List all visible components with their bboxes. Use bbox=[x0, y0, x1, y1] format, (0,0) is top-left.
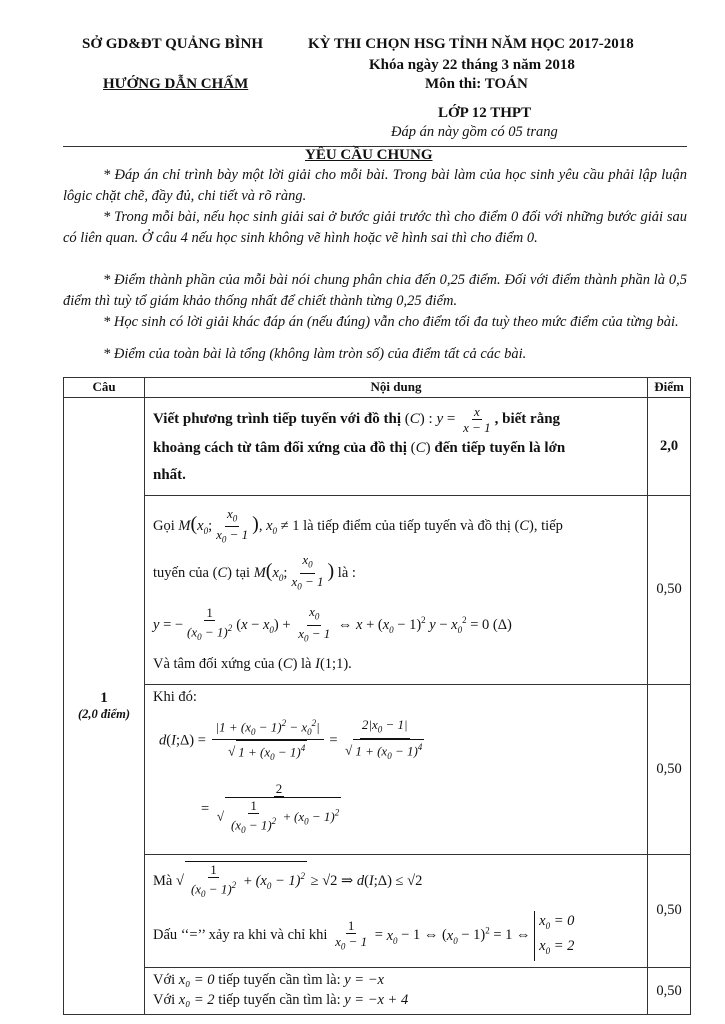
question-number: 1 bbox=[100, 690, 108, 707]
col-header-question: Câu bbox=[64, 378, 145, 398]
pages-note: Đáp án này gồm có 05 trang bbox=[391, 124, 558, 140]
general-requirements-title: YÊU CẦU CHUNG bbox=[305, 147, 433, 163]
question-cell bbox=[64, 398, 145, 1015]
step-2-content: Khi đó: d(I;Δ) = $\frac{|1 + (x_0 - 1)^2 - x_0^2|}{√ 1 + (x_0 - 1)^4}$ = $\frac{2|x_0 - 1|}{√ 1 + (x_0 - 1)^4}$ = 2 √ $\frac{1}{(x_0 - 1)^2}$ + $(x_0 - 1)^2$ bbox=[145, 684, 648, 854]
step-4-content: Với x₀ = 0 tiếp tuyến cần tìm là: y = −x Với x₀ = 2 tiếp tuyến cần tìm là: y = −x + 4 bbox=[145, 968, 648, 1015]
step-3-content: Mà √ $\frac{1}{(x_0 - 1)^2}$ + $(x_0 - 1)^2 \ge √2$ ⇒ d(I;Δ) ≤ √2 Dấu ‘‘=’’ xảy ra khi và chỉ khi $\frac{1}{x_0 - 1}$ = $x_0 - 1$ ⇔ $(x_0 - 1)^2 = 1$ ⇔ $x_0 = 0$ $x_0 = 2$ bbox=[145, 854, 648, 968]
exam-date: Khóa ngày 22 tháng 3 năm 2018 bbox=[369, 57, 575, 73]
subject: Môn thi: TOÁN bbox=[425, 76, 528, 92]
step-2-score: 0,50 bbox=[648, 684, 691, 854]
step-1-content: Gọi $M(x_0$; $\frac{x_0}{x_0 - 1}$ ), $x_0 \ne 1$ là tiếp điểm của tiếp tuyến và đồ thị (C), tiếp tuyến của (C) tại $M(x_0$; $\frac{x_0}{x_0 - 1}$ ) là : y = − $\frac{1}{(x_0 - 1)^2}$ $(x - x_0)$ + $\frac{x_0}{x_0 - 1}$ ⇔ $x + (x_0 - 1)^2$ $y - x_0^2 = 0$ (Δ) Và tâm đối xứng của (C) là I(1;1). bbox=[145, 496, 648, 685]
general-paragraph-2: * Trong mỗi bài, nếu học sinh giải sai ở bước giải trước thì cho điểm 0 đối với những bước giải sau có liên quan. Ở câu 4 nếu học sinh không vẽ hình hoặc vẽ hình sai thì cho điểm 0. bbox=[63, 209, 687, 246]
problem-statement: Viết phương trình tiếp tuyến với đồ thị (C) : y = $\frac{x}{x - 1}$ , biết rằng khoảng cách từ tâm đối xứng của đồ thị (C) đến tiếp tuyến là lớn nhất. bbox=[145, 398, 648, 496]
step-4-score: 0,50 bbox=[648, 968, 691, 1015]
col-header-content: Nội dung bbox=[145, 378, 648, 398]
step-1-score: 0,50 bbox=[648, 496, 691, 685]
col-header-score: Điểm bbox=[648, 378, 691, 398]
question-points: (2,0 điểm) bbox=[77, 707, 131, 722]
answer-table bbox=[63, 377, 691, 1015]
grade: LỚP 12 THPT bbox=[438, 105, 532, 121]
general-paragraph-3: * Điểm thành phần của mỗi bài nói chung phân chia đến 0,25 điểm. Đối với điểm thành phần là 0,5 điểm thì tuỳ tổ giám khảo thống nhất để chiết thành từng 0,25 điểm. bbox=[63, 272, 687, 309]
department-name: SỞ GD&ĐT QUẢNG BÌNH bbox=[82, 36, 263, 52]
problem-score: 2,0 bbox=[648, 398, 691, 496]
general-paragraph-4: * Học sinh có lời giải khác đáp án (nếu đúng) vẫn cho điểm tối đa tuỳ theo mức điểm của từng bài. bbox=[103, 314, 679, 330]
general-paragraph-1: * Đáp án chỉ trình bày một lời giải cho mỗi bài. Trong bài làm của học sinh yêu cầu phải lập luận lôgic chặt chẽ, đầy đủ, chi tiết và rõ ràng. bbox=[63, 167, 687, 204]
general-paragraph-5: * Điểm của toàn bài là tổng (không làm tròn số) của điểm tất cả các bài. bbox=[103, 346, 527, 362]
step-3-score: 0,50 bbox=[648, 854, 691, 968]
grading-guide-title: HƯỚNG DẪN CHẤM bbox=[103, 76, 249, 92]
exam-title: KỲ THI CHỌN HSG TỈNH NĂM HỌC 2017-2018 bbox=[308, 36, 634, 52]
